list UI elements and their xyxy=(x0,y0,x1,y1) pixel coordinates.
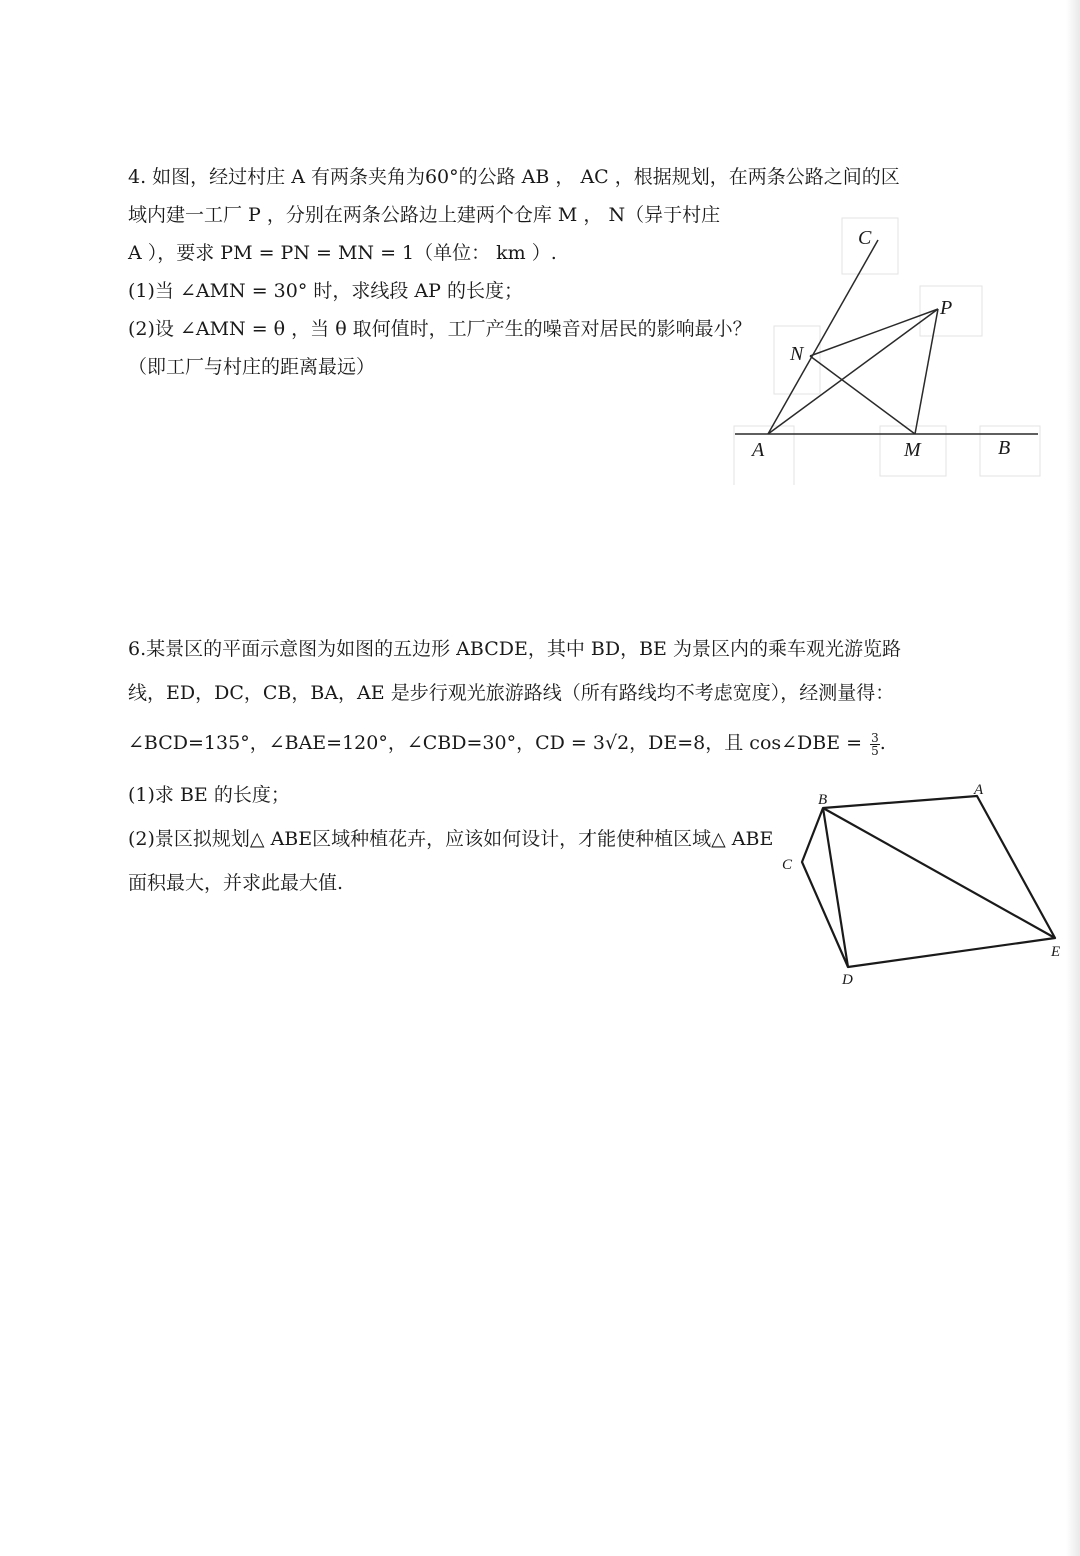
label-A: A xyxy=(974,782,984,798)
label-B: B xyxy=(818,792,828,808)
problem-4-line-6: （即工厂与村庄的距离最远） xyxy=(128,356,376,378)
label-M: M xyxy=(904,439,921,461)
label-P: P xyxy=(940,297,953,319)
problem-4-line-2: 域内建一工厂 P ，分别在两条公路边上建两个仓库 M ， N（异于村庄 xyxy=(128,204,721,226)
segment-BD xyxy=(823,808,848,967)
label-D: D xyxy=(842,972,853,988)
problem-4-line-1: 4. 如图，经过村庄 A 有两条夹角为60°的公路 AB ， AC ，根据规划，在两条公路之间的区 xyxy=(128,166,900,188)
label-N: N xyxy=(790,343,804,365)
figure-4-scan-boxes xyxy=(734,218,1040,485)
problem-4-line-4: (1)当 ∠AMN = 30° 时，求线段 AP 的长度； xyxy=(128,280,523,302)
segment-NM xyxy=(810,356,915,434)
segment-PM xyxy=(915,309,938,434)
label-C: C xyxy=(858,227,872,249)
problem-6-figure xyxy=(770,770,1075,995)
problem-6-line-1: 6.某景区的平面示意图为如图的五边形 ABCDE，其中 BD，BE 为景区内的乘车观光游览路 xyxy=(128,638,901,660)
fraction-suffix: . xyxy=(879,732,886,754)
problem-6-line-2: 线，ED，DC，CB，BA，AE 是步行观光旅游路线（所有路线均不考虑宽度），经测量得： xyxy=(128,682,895,704)
segment-NP xyxy=(810,309,938,356)
fraction-denominator: 5 xyxy=(871,743,879,758)
problem-6-conditions: ∠BCD=135°，∠BAE=120°，∠CBD=30°，CD = 3√2，DE=8，且 cos∠DBE = xyxy=(128,732,863,754)
problem-6-line-4: (1)求 BE 的长度； xyxy=(128,784,290,806)
pentagon-ABCDE xyxy=(802,796,1055,967)
problem-4-figure xyxy=(730,210,1050,485)
label-A: A xyxy=(752,439,765,461)
fraction-numerator: 3 xyxy=(871,730,879,745)
label-B: B xyxy=(998,437,1011,459)
problem-6-line-6: 面积最大，并求此最大值. xyxy=(128,872,344,894)
cos-fraction xyxy=(870,732,880,757)
problem-4-line-5: (2)设 ∠AMN = θ ，当 θ 取何值时，工厂产生的噪音对居民的影响最小？ xyxy=(128,318,752,340)
label-E: E xyxy=(1051,944,1061,960)
segment-AP xyxy=(768,309,938,434)
problem-6-line-3 xyxy=(128,731,886,757)
problem-4-line-3: A ），要求 PM = PN = MN = 1（单位： km ）. xyxy=(128,242,557,264)
problem-6-line-5: (2)景区拟规划△ ABE区域种植花卉，应该如何设计，才能使种植区域△ ABE xyxy=(128,828,774,850)
label-C: C xyxy=(782,857,793,873)
